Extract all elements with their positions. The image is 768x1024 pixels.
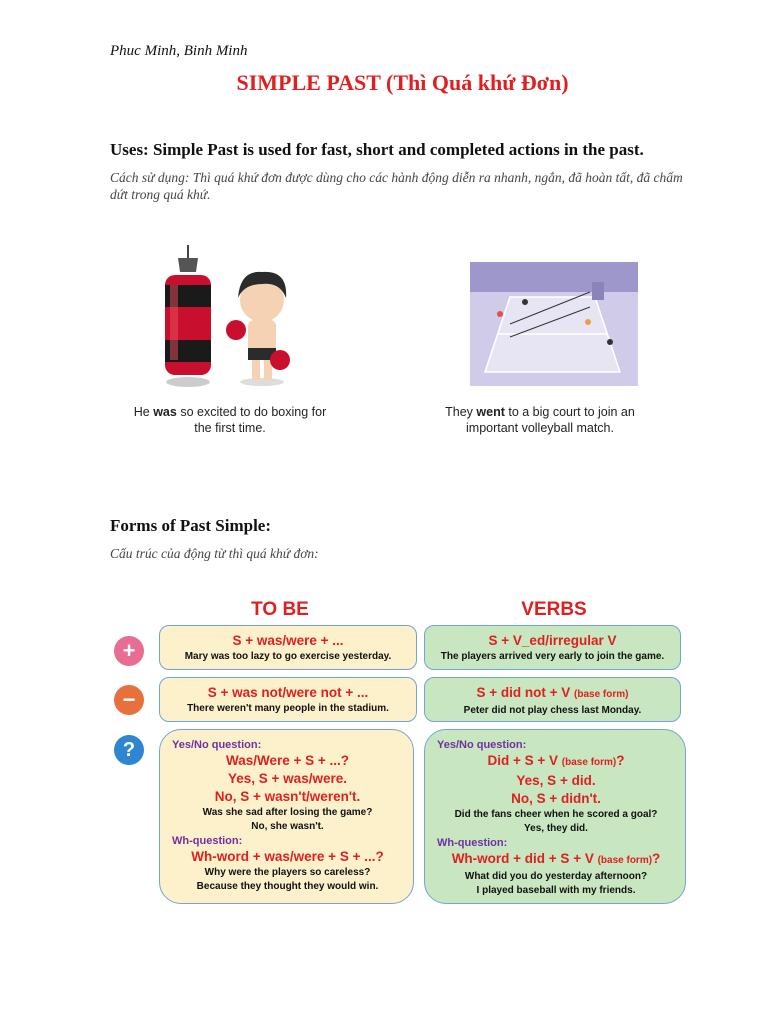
verbs-affirmative-example: The players arrived very early to join the game. [440, 651, 665, 662]
caption-volleyball: They went to a big court to join an important volleyball match. [445, 405, 635, 435]
verbs-affirmative-formula: S + V_ed/irregular V [488, 633, 617, 648]
minus-icon: − [114, 685, 144, 715]
tobe-wh-example-1: Why were the players so careless? [204, 867, 371, 878]
tobe-affirmative-box [159, 625, 417, 670]
tobe-affirmative-example: Mary was too lazy to go exercise yesterday. [184, 651, 392, 662]
verbs-q2: Yes, S + did. [516, 773, 596, 788]
forms-heading: Forms of Past Simple: [110, 516, 272, 535]
verbs-wh-example-1: What did you do yesterday afternoon? [464, 871, 648, 882]
tobe-wh-example-2: Because they thought they would win. [196, 881, 379, 892]
wh-label: Wh-question: [172, 835, 243, 847]
tobe-q3: No, S + wasn't/weren't. [214, 789, 361, 804]
tobe-q1: Was/Were + S + ...? [225, 753, 350, 768]
verbs-q3: No, S + didn't. [511, 791, 601, 806]
verbs-negative-example: Peter did not play chess last Monday. [463, 705, 642, 716]
tobe-affirmative-formula: S + was/were + ... [232, 633, 344, 648]
plus-icon: + [114, 636, 144, 666]
tobe-negative-example: There weren't many people in the stadium. [187, 703, 389, 714]
yesno-label: Yes/No question: [437, 739, 527, 751]
tobe-column-heading: TO BE [251, 599, 309, 620]
uses-heading: Uses: Simple Past is used for fast, short and completed actions in the past. [110, 140, 644, 159]
caption-boxing: He was so excited to do boxing for the first time. [133, 405, 327, 435]
wh-label: Wh-question: [437, 837, 508, 849]
verbs-wh-example-2: I played baseball with my friends. [476, 885, 636, 896]
verbs-q-example-1: Did the fans cheer when he scored a goal? [454, 809, 658, 820]
verbs-question-box [424, 729, 686, 904]
page-title: SIMPLE PAST (Thì Quá khứ Đơn) [236, 70, 569, 95]
tobe-q-example-1: Was she sad after losing the game? [202, 807, 373, 818]
yesno-label: Yes/No question: [172, 739, 262, 751]
author-line: Phuc Minh, Binh Minh [110, 43, 248, 59]
volleyball-court-icon [470, 262, 638, 386]
verbs-negative-formula: S + did not + V (base form) [476, 685, 629, 700]
tobe-wh-formula: Wh-word + was/were + S + ...? [191, 849, 384, 864]
verbs-affirmative-box [424, 625, 681, 670]
tobe-negative-formula: S + was not/were not + ... [207, 685, 369, 700]
tobe-q2: Yes, S + was/were. [228, 771, 347, 786]
verbs-column-heading: VERBS [521, 599, 587, 620]
question-icon: ? [114, 735, 144, 765]
uses-vietnamese: Cách sử dụng: Thì quá khứ đơn được dùng cho các hành động diễn ra nhanh, ngắn, đã hoàn tất, đã chấm dứt trong quá khứ. [110, 170, 683, 202]
verbs-negative-box [424, 677, 681, 722]
tobe-question-box [159, 729, 414, 904]
tobe-negative-box [159, 677, 417, 722]
tobe-q-example-2: No, she wasn't. [251, 821, 324, 832]
boxing-boy-icon [140, 240, 320, 390]
verbs-q-example-2: Yes, they did. [524, 823, 588, 834]
verbs-wh-formula: Wh-word + did + S + V (base form)? [451, 851, 661, 866]
forms-vietnamese: Cấu trúc của động từ thì quá khứ đơn: [110, 546, 319, 561]
verbs-q1: Did + S + V (base form)? [487, 753, 625, 768]
